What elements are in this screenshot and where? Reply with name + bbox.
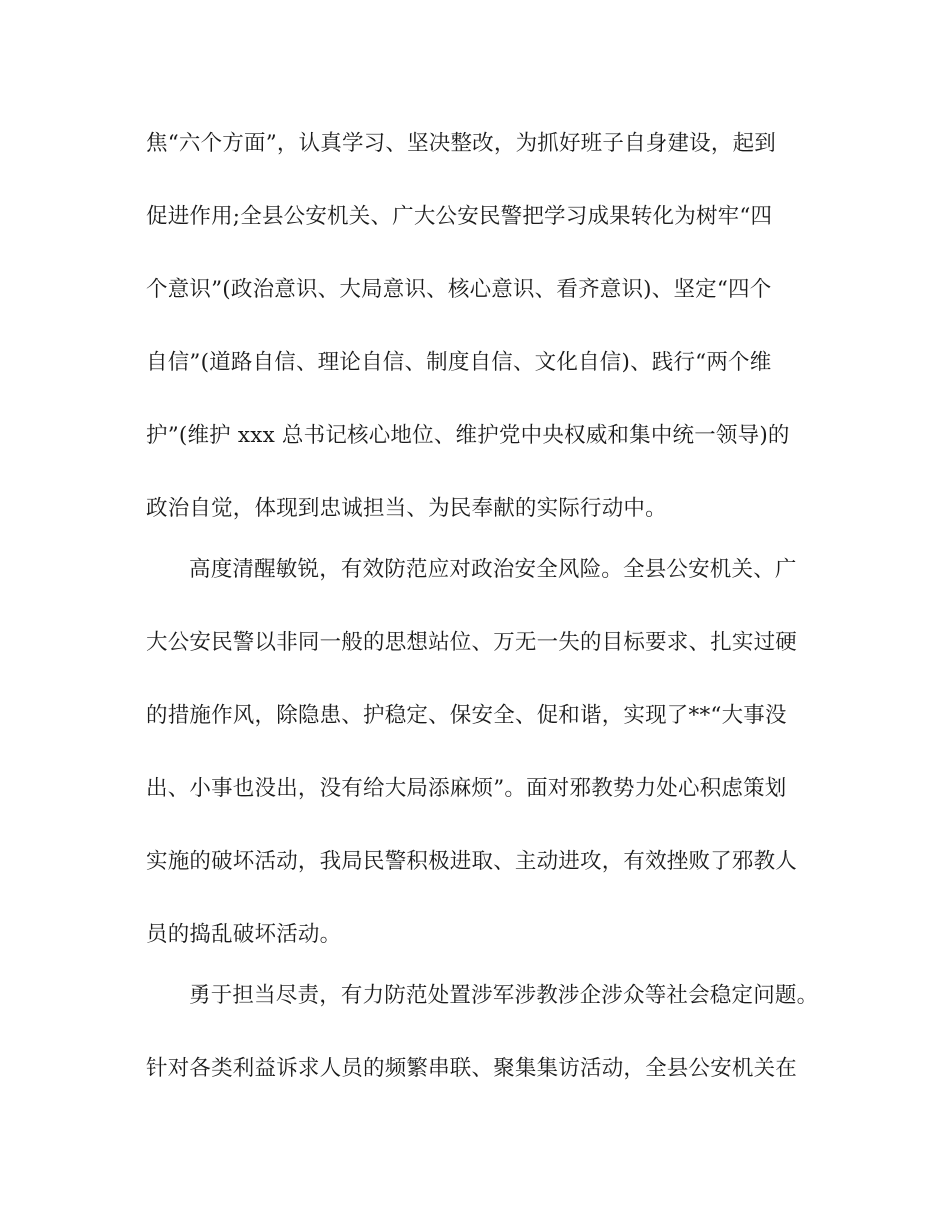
paragraph-line-8: 大公安民警以非同一般的思想站位、万无一失的目标要求、扎实过硬	[146, 630, 798, 655]
paragraph-line-6: 政治自觉，体现到忠诚担当、为民奉献的实际行动中。	[146, 496, 667, 521]
paragraph-line-12: 员的捣乱破坏活动。	[146, 922, 342, 947]
paragraph-line-9: 的措施作风，除隐患、护稳定、保安全、促和谐，实现了**“大事没	[146, 703, 787, 728]
paragraph-line-14: 针对各类利益诉求人员的频繁串联、聚集集访活动，全县公安机关在	[146, 1056, 798, 1081]
paragraph-line-13: 勇于担当尽责，有力防范处置涉军涉教涉企涉众等社会稳定问题。	[189, 983, 819, 1008]
paragraph-line-7: 高度清醒敏锐，有效防范应对政治安全风险。全县公安机关、广	[189, 557, 797, 582]
paragraph-line-4: 自信”(道路自信、理论自信、制度自信、文化自信)、践行“两个维	[146, 350, 772, 375]
paragraph-line-5: 护”(维护 xxx 总书记核心地位、维护党中央权威和集中统一领导)的	[146, 423, 790, 448]
paragraph-line-11: 实施的破坏活动，我局民警积极进取、主动进攻，有效挫败了邪教人	[146, 849, 798, 874]
paragraph-line-10: 出、小事也没出，没有给大局添麻烦”。面对邪教势力处心积虑策划	[146, 776, 787, 801]
paragraph-line-2: 促进作用;全县公安机关、广大公安民警把学习成果转化为树牢“四	[146, 204, 773, 229]
paragraph-line-1: 焦“六个方面”，认真学习、坚决整改，为抓好班子自身建设，起到	[146, 131, 776, 156]
paragraph-line-3: 个意识”(政治意识、大局意识、核心意识、看齐意识)、坚定“四个	[146, 277, 772, 302]
